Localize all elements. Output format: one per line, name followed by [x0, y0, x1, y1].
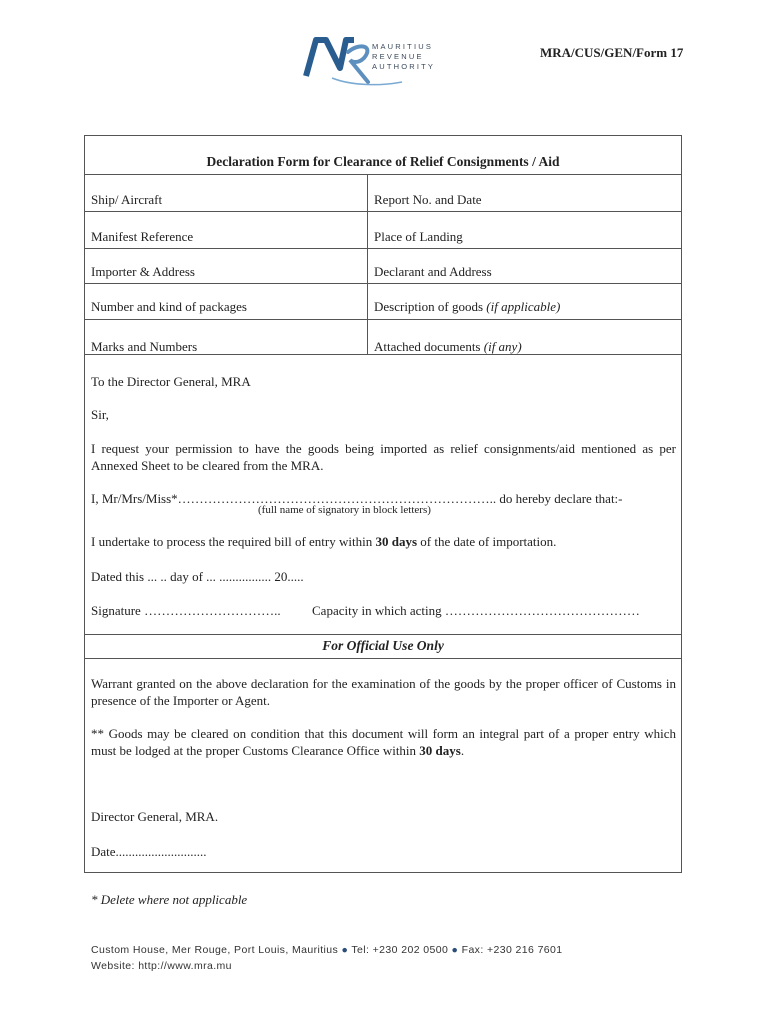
declare-note: (full name of signatory in block letters): [258, 504, 431, 516]
bullet-icon: ●: [341, 944, 349, 956]
letter-undertake: I undertake to process the required bill of entry within 30 days of the date of importation.: [91, 534, 557, 549]
footer-contact: Custom House, Mer Rouge, Port Louis, Mauritius ● Tel: +230 202 0500 ● Fax: +230 216 7601: [91, 944, 563, 956]
letter-signature: Signature …………………………..: [91, 603, 281, 618]
divider: [84, 283, 682, 284]
field-report: Report No. and Date: [374, 192, 482, 207]
field-importer: Importer & Address: [91, 264, 195, 279]
official-heading: For Official Use Only: [322, 638, 444, 653]
form-title: Declaration Form for Clearance of Relief Consignments / Aid: [206, 154, 560, 169]
letter-dated: Dated this ... .. day of ... ................ 20.....: [91, 569, 304, 584]
letter-request: I request your permission to have the goods being imported as relief consignments/aid mentioned as per Annexed Sheet to be cleared from the MRA.: [91, 441, 676, 473]
official-warrant: Warrant granted on the above declaration for the examination of the goods by the proper officer of Customs in presence of the Importer or Agent.: [91, 676, 676, 708]
field-place: Place of Landing: [374, 229, 463, 244]
official-date: Date............................: [91, 844, 207, 859]
field-marks: Marks and Numbers: [91, 339, 198, 354]
divider: [84, 634, 682, 635]
divider: [84, 248, 682, 249]
logo-wordmark: MAURITIUS REVENUE AUTHORITY: [372, 42, 436, 71]
official-goods: ** Goods may be cleared on condition that this document will form an integral part of a proper entry which must be lodged at the proper Customs Clearance Office within 30 days.: [91, 726, 676, 758]
delete-note: * Delete where not applicable: [91, 892, 248, 907]
letter-salutation: Sir,: [91, 407, 109, 422]
field-attached: Attached documents (if any): [374, 339, 522, 354]
letter-declare: I, Mr/Mrs/Miss*……………………………………………………………….. do hereby declare that:-: [91, 491, 623, 506]
bullet-icon: ●: [451, 944, 459, 956]
letter-to: To the Director General, MRA: [91, 374, 251, 389]
divider: [84, 658, 682, 659]
divider: [84, 174, 682, 175]
field-manifest: Manifest Reference: [91, 229, 194, 244]
field-description: Description of goods (if applicable): [374, 299, 561, 314]
divider: [84, 211, 682, 212]
column-divider: [367, 174, 368, 354]
divider: [84, 319, 682, 320]
letter-capacity: Capacity in which acting ………………………………………: [312, 603, 640, 618]
form-code: MRA/CUS/GEN/Form 17: [540, 45, 684, 60]
field-ship: Ship/ Aircraft: [91, 192, 163, 207]
field-packages: Number and kind of packages: [91, 299, 247, 314]
official-director: Director General, MRA.: [91, 809, 219, 824]
website-link[interactable]: http://www.mra.mu: [138, 960, 232, 972]
attached-note: (if any): [483, 339, 522, 354]
footer-website: Website: http://www.mra.mu: [91, 960, 232, 972]
description-note: (if applicable): [486, 299, 561, 314]
field-declarant: Declarant and Address: [374, 264, 492, 279]
